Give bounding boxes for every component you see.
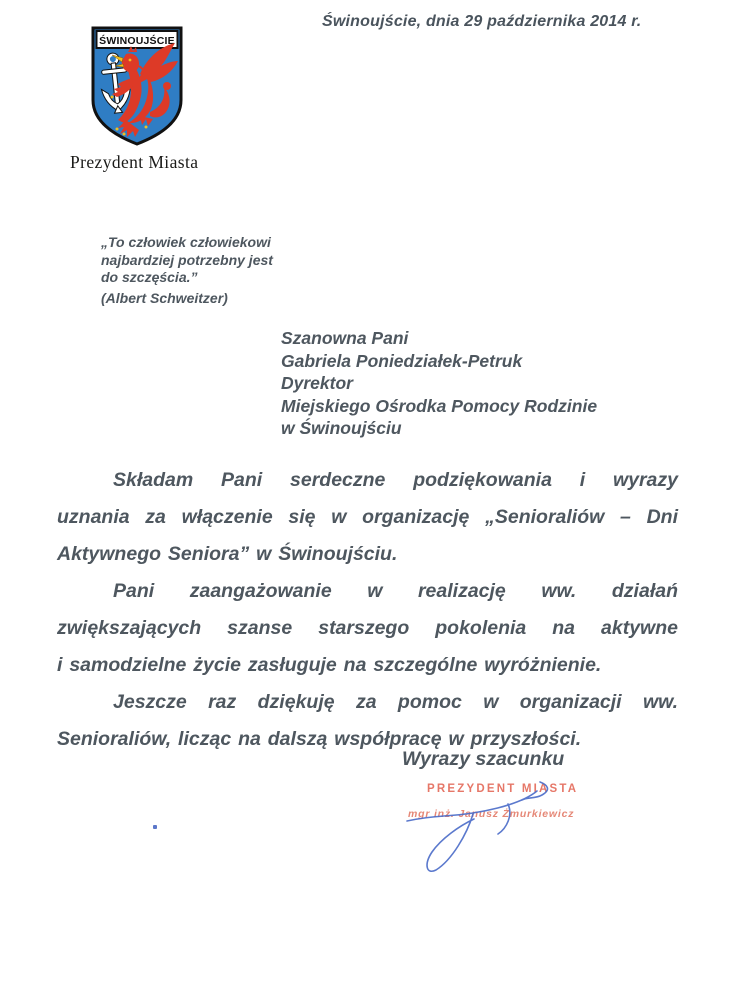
body-paragraph [57, 684, 678, 758]
body-line: i samodzielne życie zasługuje na szczególne wyróżnienie. [57, 654, 602, 676]
body-line: uznania za włączenie się w organizację „Senioraliów – Dni [57, 506, 678, 528]
quote-block [101, 234, 273, 307]
addressee-line: Miejskiego Ośrodka Pomocy Rodzinie [281, 395, 598, 416]
body-line: Senioraliów, licząc na dalszą współpracę w przyszłości. [57, 728, 582, 750]
closing-salutation: Wyrazy szacunku [402, 748, 565, 770]
letter-body [57, 462, 678, 758]
body-paragraph [57, 573, 678, 684]
quote-line: do szczęścia.” [101, 269, 198, 285]
crest-banner-text: ŚWINOUJŚCIE [99, 35, 175, 47]
quote-line: „To człowiek człowiekowi [101, 234, 271, 250]
body-line: Składam Pani serdeczne podziękowania i wyrazy [113, 469, 678, 491]
body-line: Pani zaangażowanie w realizację ww. działań [113, 580, 678, 602]
addressee-block [281, 327, 597, 440]
addressee-line: Szanowna Pani [281, 328, 409, 348]
body-line: Jeszcze raz dziękuję za pomoc w organizacji ww. [113, 691, 678, 713]
city-crest [88, 24, 186, 148]
president-stamp-name: mgr inż. Janusz Żmurkiewicz [408, 808, 575, 820]
addressee-line: Gabriela Poniedziałek-Petruk [281, 350, 523, 371]
body-line: zwiększających szanse starszego pokolenia na aktywne [57, 617, 678, 639]
quote-lines [101, 234, 273, 287]
addressee-line: w Świnoujściu [281, 418, 402, 438]
body-line: Aktywnego Seniora” w Świnoujściu. [57, 543, 398, 565]
president-stamp-title: PREZYDENT MIASTA [427, 783, 579, 795]
body-paragraph [57, 462, 678, 573]
ink-dot [153, 825, 157, 829]
addressee-line: Dyrektor [281, 373, 353, 393]
sender-title: Prezydent Miasta [70, 152, 199, 172]
quote-line: najbardziej potrzebny jest [101, 251, 273, 268]
quote-attribution: (Albert Schweitzer) [101, 289, 228, 306]
handwritten-signature-icon [388, 776, 588, 881]
dateline: Świnoujście, dnia 29 października 2014 r. [322, 13, 642, 30]
